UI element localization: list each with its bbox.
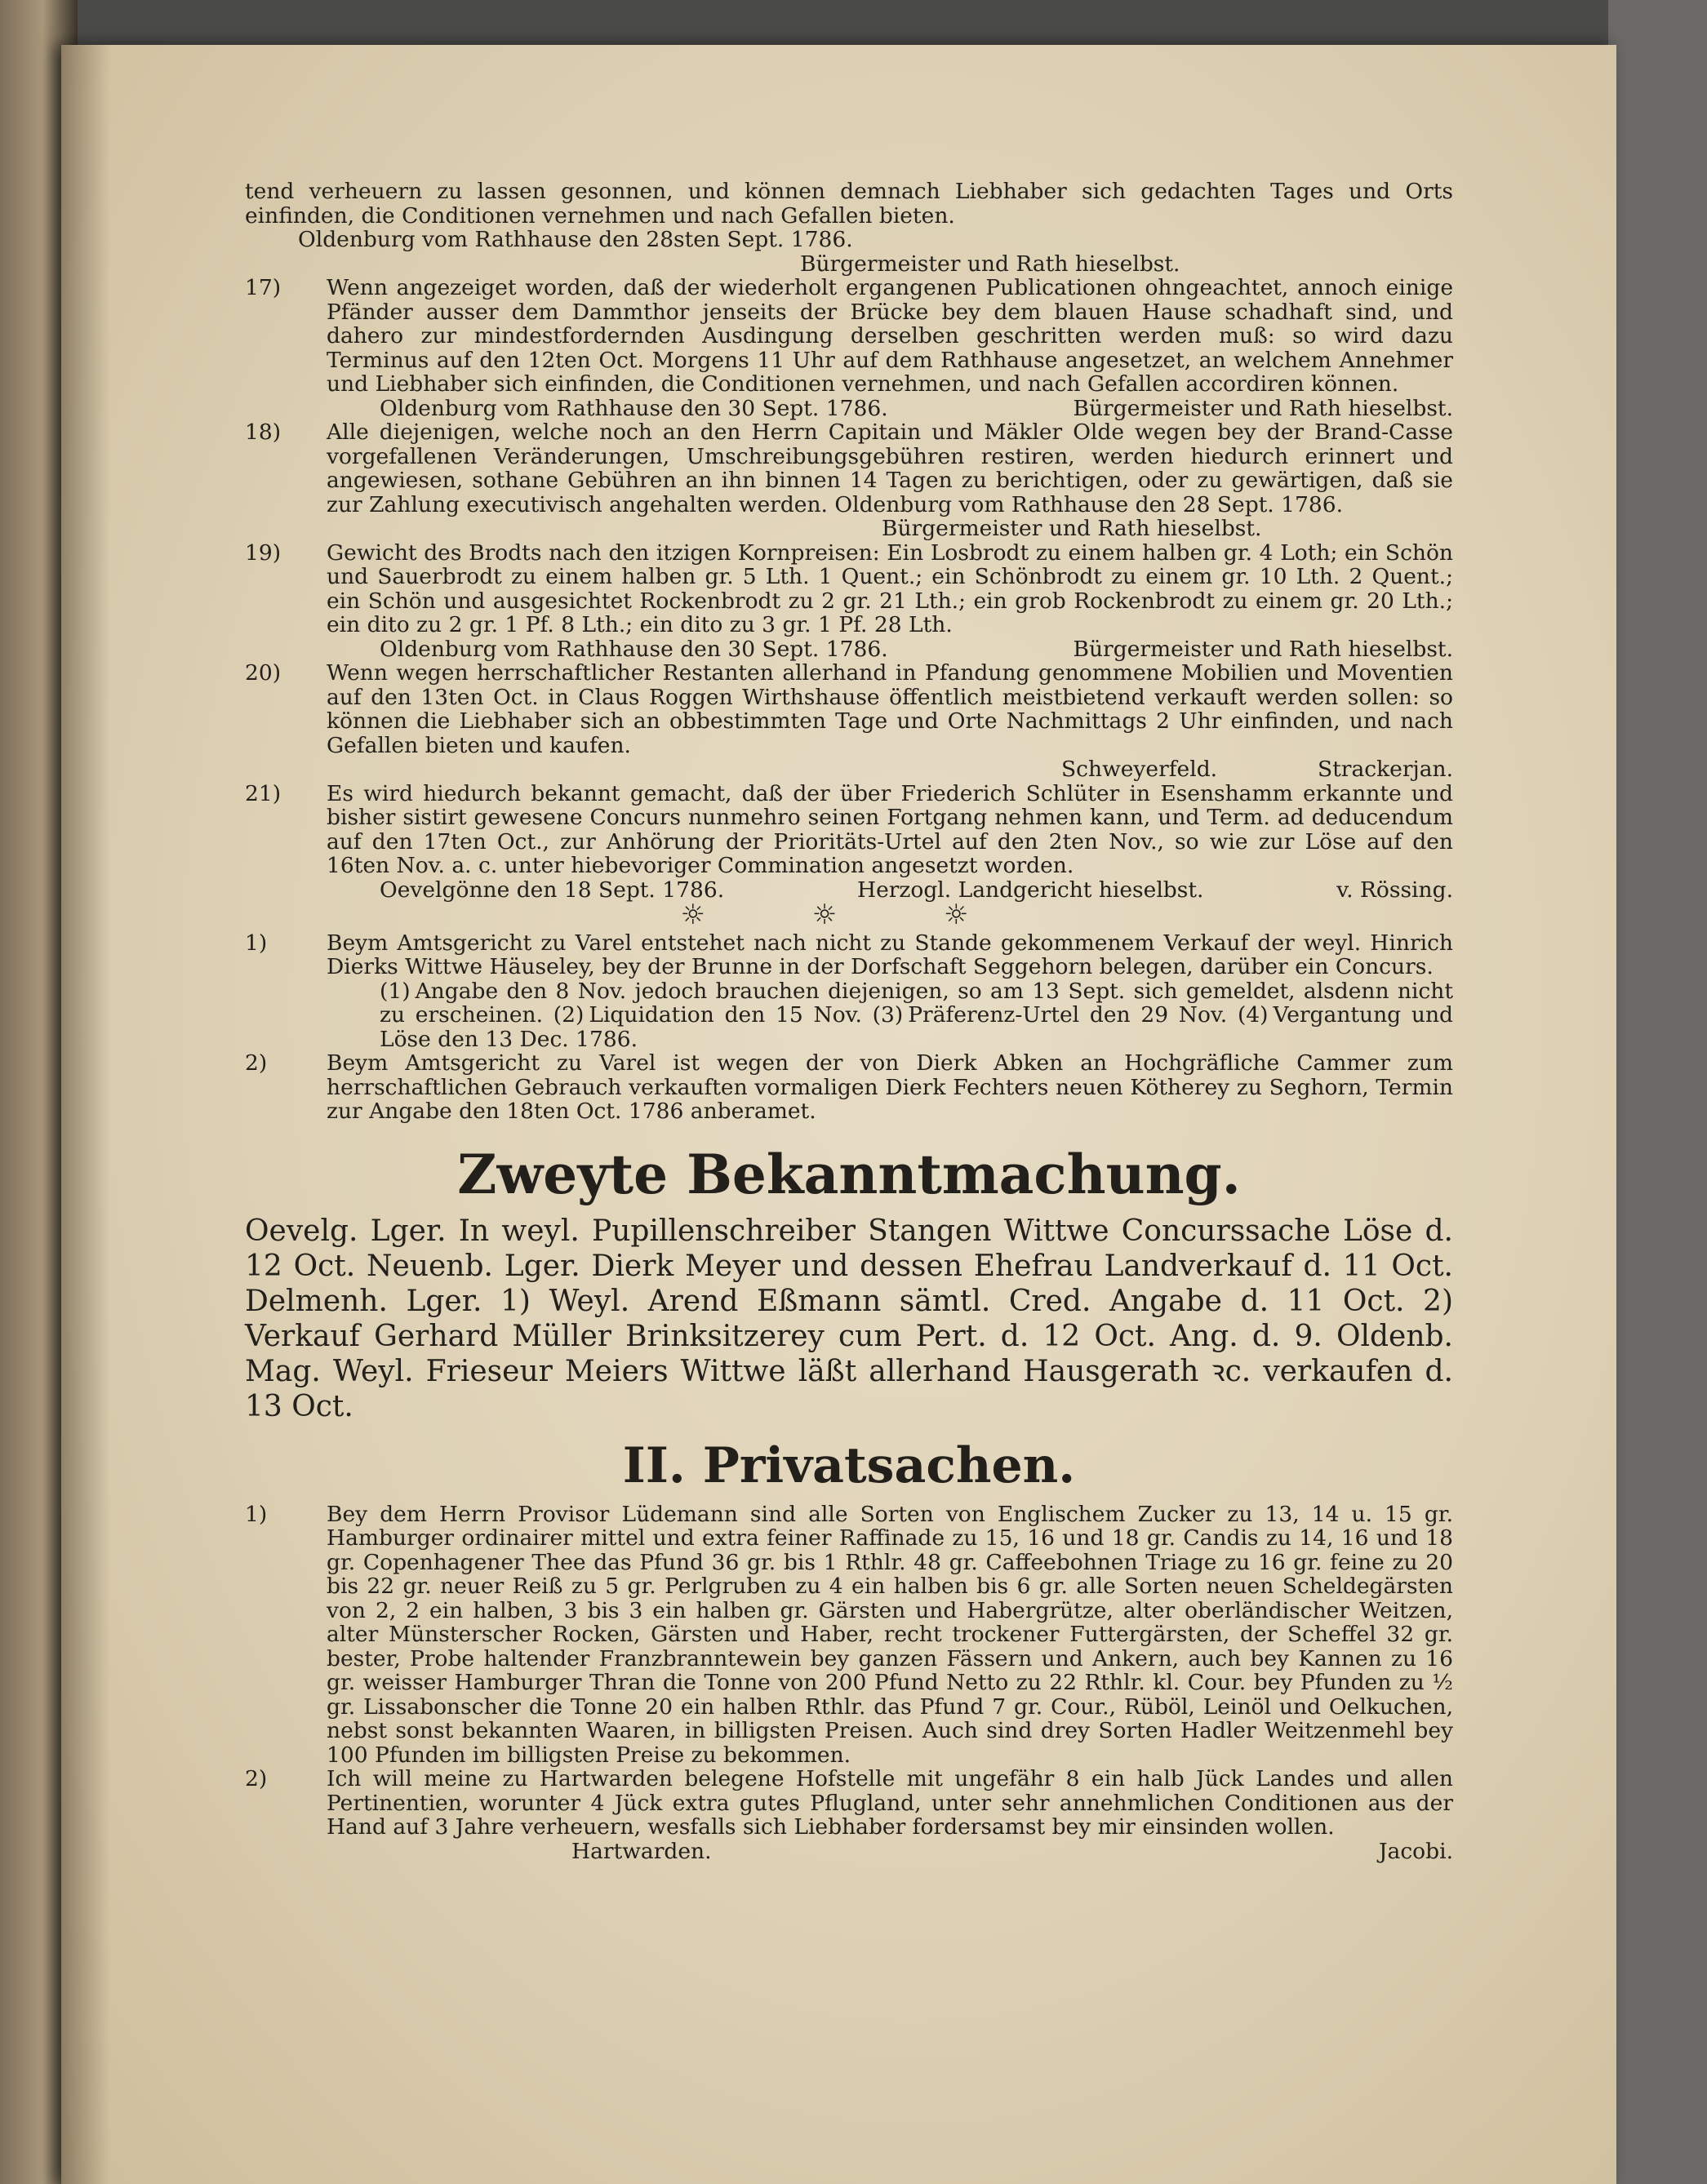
private-notice-1 bbox=[245, 1503, 1453, 1768]
notice-text: Es wird hiedurch bekannt gemacht, daß der über Friederich Schlüter in Esenshamm erkannte und bisher sistirt gewesene Concurs nunmehro seinen Fortgang nehmen kann, und Term. ad deducendum auf den 17ten Oct., zur Anhörung der Prioritäts-Urtel auf den 2ten Nov., so wie zur Löse auf den 16ten Nov. a. c. unter hiebevoriger Commination angesetzt worden. bbox=[327, 780, 1453, 878]
varel-notice-1 bbox=[245, 931, 1453, 1052]
schedule-number: (2) bbox=[553, 1002, 585, 1028]
notice-21 bbox=[245, 782, 1453, 903]
page-content bbox=[245, 180, 1453, 1863]
notice-number: 17) bbox=[245, 275, 282, 300]
schedule-number: (4) bbox=[1237, 1002, 1269, 1028]
notice-number: 2) bbox=[245, 1050, 268, 1076]
notice-number: 20) bbox=[245, 660, 282, 686]
intro-paragraph: tend verheuern zu lassen gesonnen, und können demnach Liebhaber sich gedachten Tages und Orts einfinden, die Conditionen vernehmen und nach Gefallen bieten. bbox=[245, 179, 1453, 229]
varel-notice-2 bbox=[245, 1051, 1453, 1124]
schedule-item: Liquidation den 15 Nov. bbox=[589, 1002, 862, 1028]
notice-signature: Bürgermeister und Rath hieselbst. bbox=[882, 516, 1262, 541]
notice-place-date: Oldenburg vom Rathhause den 30 Sept. 1786. bbox=[380, 636, 888, 662]
notice-text: Beym Amtsgericht zu Varel entstehet nach nicht zu Stande gekommenem Verkauf der weyl. Hinrich Dierks Wittwe Häuseley, bey der Brunne in der Dorfschaft Seggehorn belegen, darüber ein Concurs. bbox=[327, 930, 1453, 979]
scan-background bbox=[1608, 0, 1707, 2184]
notice-signature-2: Strackerjan. bbox=[1317, 757, 1453, 782]
notice-signature: Bürgermeister und Rath hieselbst. bbox=[1073, 395, 1453, 421]
notice-18 bbox=[245, 420, 1453, 541]
notice-number: 1) bbox=[245, 930, 268, 956]
notice-text: Ich will meine zu Hartwarden belegene Hofstelle mit ungefähr 8 ein halb Jück Landes und allen Pertinentien, worunter 4 Jück extra gutes Pflugland, unter sehr annehmlichen Conditionen aus der Hand auf 3 Jahre verheuern, wesfalls sich Liebhaber fordersamst bey mir einsinden wollen. bbox=[327, 1766, 1453, 1840]
notice-signature: v. Rössing. bbox=[1336, 877, 1453, 903]
private-notice-2 bbox=[245, 1767, 1453, 1863]
notice-footer bbox=[327, 637, 1453, 662]
notice-footer bbox=[327, 1840, 1453, 1864]
notice-schedule bbox=[327, 979, 1453, 1052]
notice-19 bbox=[245, 541, 1453, 662]
schedule-number: (1) bbox=[380, 978, 411, 1004]
sun-ornament-divider: ☼ ☼ ☼ bbox=[680, 899, 1018, 931]
notice-court: Herzogl. Landgericht hieselbst. bbox=[856, 877, 1204, 903]
notice-text: Wenn wegen herrschaftlicher Restanten allerhand in Pfandung genommene Mobilien und Moventien auf den 13ten Oct. in Claus Roggen Wirthshause öffentlich meistbietend verkauft werden sollen: so können die Liebhaber sich an obbestimmten Tage und Orte Nachmittags 2 Uhr einfinden, und nach Gefallen bieten und kaufen. bbox=[327, 660, 1453, 758]
notice-signature: Jacobi. bbox=[1378, 1838, 1453, 1864]
notice-number: 18) bbox=[245, 419, 282, 445]
notice-number: 1) bbox=[245, 1501, 268, 1527]
schedule-item: Präferenz-Urtel den 29 Nov. bbox=[908, 1002, 1228, 1028]
notice-text: Bey dem Herrn Provisor Lüdemann sind alle Sorten von Englischem Zucker zu 13, 14 u. 15 gr. Hamburger ordinairer mittel und extra feiner Raffinade zu 15, 16 und 18 gr. Candis zu 14, 16 und 18 gr. Copenhagener Thee das Pfund 36 gr. bis 1 Rthlr. 48 gr. Caffeebohnen Triage zu 16 gr. feine zu 20 bis 22 gr. neuer Reiß zu 5 gr. Perlgruben zu 4 ein halben bis 6 gr. alle Sorten neuen Scheldegärsten von 2, 2 ein halben, 3 bis 3 ein halben gr. Gärsten und Habergrütze, alter oberländischer Weitzen, alter Münsterscher Rocken, Gärsten und Haber, recht trockener Futtergärsten, der Scheffel 32 gr. bester, Probe haltender Franzbranntewein bey ganzen Fässern und Ankern, auch bey Kannen zu 16 gr. weisser Hamburger Thran die Tonne von 200 Pfund Netto zu 22 Rthlr. kl. Cour. bey Pfunden zu ½ gr. Lissabonscher die Tonne 20 ein halben Rthlr. das Pfund 7 gr. Cour., Rüböl, Leinöl und Oelkuchen, nebst sonst bekannten Waaren, in billigsten Preisen. Auch sind drey Sorten Hadler Weitzenmehl bey 100 Pfunden im billigsten Preise zu bekommen. bbox=[327, 1501, 1453, 1768]
newspaper-page bbox=[61, 45, 1616, 2184]
schedule-item: Angabe den 8 Nov. jedoch brauchen diejenigen, so am 13 Sept. sich gemeldet, alsdenn nicht zu erscheinen. bbox=[380, 978, 1453, 1028]
notice-place-date: Oldenburg vom Rathhause den 30 Sept. 1786. bbox=[380, 395, 888, 421]
notice-footer bbox=[327, 397, 1453, 421]
intro-signature: Bürgermeister und Rath hieselbst. bbox=[800, 251, 1180, 277]
notice-20 bbox=[245, 661, 1453, 782]
notice-text: Beym Amtsgericht zu Varel ist wegen der von Dierk Abken an Hochgräfliche Cammer zum herrschaftlichen Gebrauch verkauften vormaligen Dierk Fechters neuen Kötherey zu Seghorn, Termin zur Angabe den 18ten Oct. 1786 anberamet. bbox=[327, 1050, 1453, 1124]
schedule-number: (3) bbox=[872, 1002, 904, 1028]
notice-text: Gewicht des Brodts nach den itzigen Kornpreisen: Ein Losbrodt zu einem halben gr. 4 Loth; ein Schön und Sauerbrodt zu einem halben gr. 5 Lth. 1 Quent.; ein Schönbrodt zu einem gr. 10 Lth. 2 Quent.; ein Schön und ausgesichtet Rockenbrodt zu 2 gr. 21 Lth.; ein grob Rockenbrodt zu einem gr. 20 Lth.; ein dito zu 2 gr. 1 Pf. 8 Lth.; ein dito zu 3 gr. 1 Pf. 28 Lth. bbox=[327, 539, 1453, 637]
notice-number: 2) bbox=[245, 1766, 268, 1791]
notice-signature: Bürgermeister und Rath hieselbst. bbox=[1073, 636, 1453, 662]
notice-text: Alle diejenigen, welche noch an den Herrn Capitain und Mäkler Olde wegen bey der Brand-Casse vorgefallenen Veränderungen, Umschreibungsgebühren restiren, werden hiedurch erinnert und angewiesen, sothane Gebühren an ihn binnen 14 Tagen zu berichtigen, oder zu gewärtigen, daß sie zur Zahlung executivisch angehalten werden. Oldenburg vom Rathhause den 28 Sept. 1786. bbox=[327, 419, 1453, 517]
schedule-item: Vergantung und Löse den 13 Dec. 1786. bbox=[380, 1002, 1453, 1052]
heading-privatsachen: II. Privatsachen. bbox=[622, 1436, 1076, 1494]
notice-number: 21) bbox=[245, 780, 282, 806]
notice-footer bbox=[327, 878, 1453, 903]
heading-zweyte-bekanntmachung: Zweyte Bekanntmachung. bbox=[457, 1142, 1241, 1206]
notice-text: Wenn angezeiget worden, daß der wiederholt ergangenen Publicationen ohngeachtet, annoch einige Pfänder ausser dem Dammthor jenseits der Brücke bey dem blauen Hause schadhaft sind, und dahero zur mindestfordernden Ausdingung derselben geschritten werden muß: so wird dazu Terminus auf den 12ten Oct. Morgens 11 Uhr auf dem Rathhause angesetzet, an welchem Annehmer und Liebhaber sich einfinden, die Conditionen vernehmen, und nach Gefallen accordiren können. bbox=[327, 275, 1453, 397]
notice-place: Hartwarden. bbox=[571, 1838, 712, 1864]
intro-place-date: Oldenburg vom Rathhause den 28sten Sept. 1786. bbox=[298, 227, 853, 252]
second-announcement-text: Oevelg. Lger. In weyl. Pupillenschreiber Stangen Wittwe Concurssache Löse d. 12 Oct. Neuenb. Lger. Dierk Meyer und dessen Ehefrau Landverkauf d. 11 Oct. Delmenh. Lger. 1) Weyl. Arend Eßmann sämtl. Cred. Angabe d. 11 Oct. 2) Verkauf Gerhard Müller Brinksitzerey cum Pert. d. 12 Oct. Ang. d. 9. Oldenb. Mag. Weyl. Frieseur Meiers Wittwe läßt allerhand Hausgerath ꝛc. verkaufen d. 13 Oct. bbox=[245, 1214, 1453, 1423]
notice-number: 19) bbox=[245, 539, 282, 566]
notice-17 bbox=[245, 276, 1453, 420]
notice-signature-1: Schweyerfeld. bbox=[1061, 757, 1218, 782]
notice-place-date: Oevelgönne den 18 Sept. 1786. bbox=[380, 877, 725, 903]
notice-footer bbox=[327, 757, 1453, 782]
